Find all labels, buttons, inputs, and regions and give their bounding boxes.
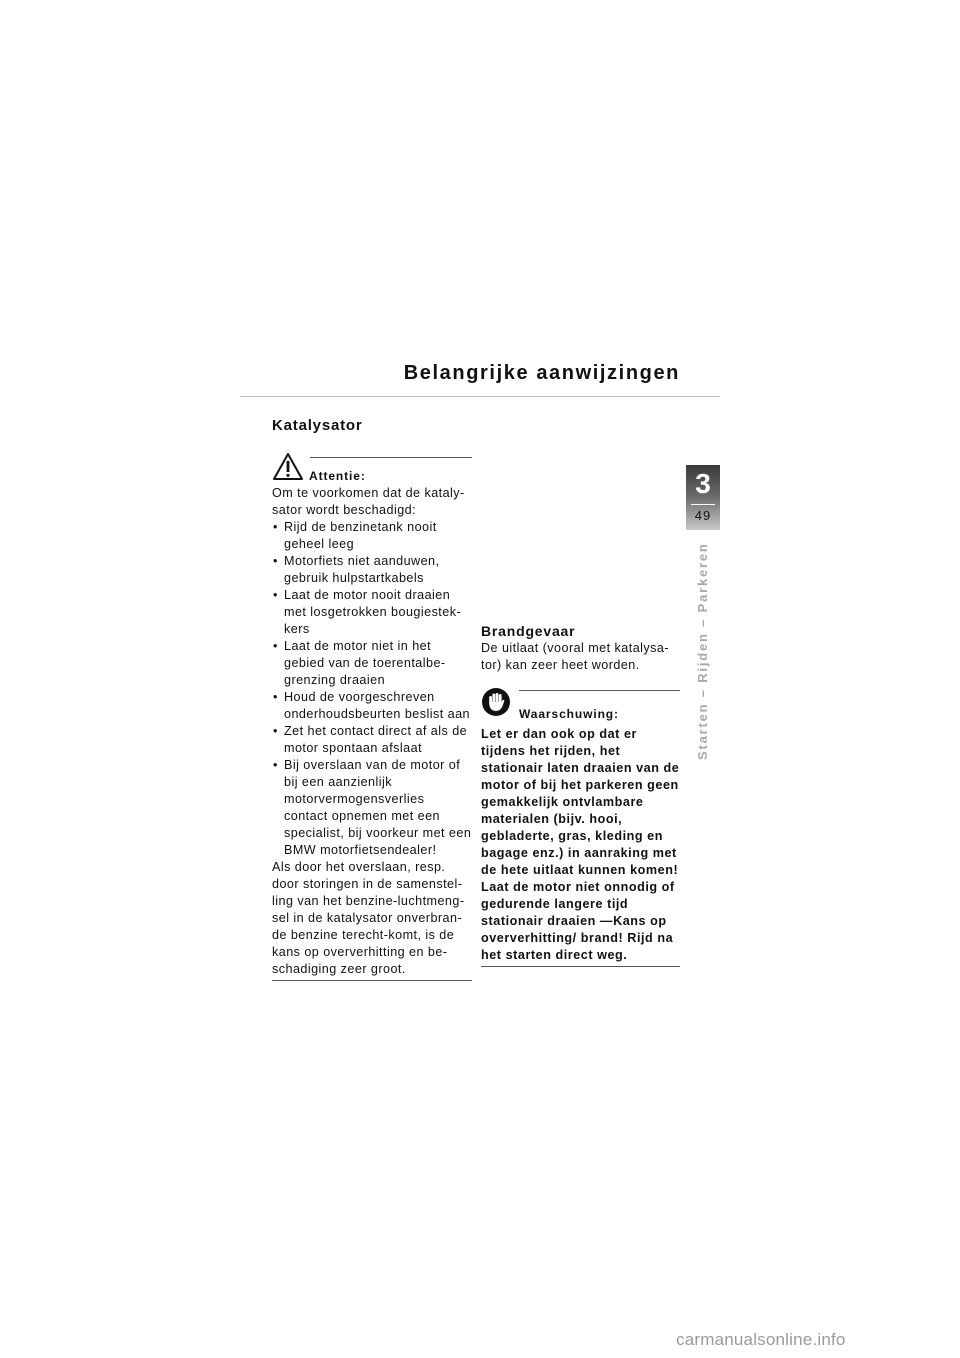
warning-triangle-icon <box>272 452 304 481</box>
attention-header <box>272 458 472 485</box>
list-item: • Houd de voorgeschreven onderhoudsbeurten beslist aan <box>273 690 470 721</box>
attention-intro: Om te voorkomen dat de kataly-sator wordt beschadigd: <box>272 486 465 517</box>
warning-label: Waarschuwing: <box>519 707 619 721</box>
warning-header <box>481 691 680 725</box>
stop-hand-icon <box>481 687 511 717</box>
watermark: carmanualsonline.info <box>676 1330 846 1349</box>
list-item: • Zet het contact direct af als de motor spontaan afslaat <box>273 724 468 755</box>
warning-text: Let er dan ook op dat er tijdens het rijden, het stationair laten draaien van de motor of bij het parkeren geen gemakkelijk ontvlambare materialen (bijv. hooi, gebladerte, gras, kleding en bagage enz.) in aanraking met de hete uitlaat kunnen komen! Laat de motor niet onnodig of gedurende langere tijd stationair draaien —Kans op oververhitting/ brand! Rijd na het starten direct weg. <box>481 727 680 962</box>
list-item: • Laat de motor niet in het gebied van de toerentalbe-grenzing draaien <box>273 639 446 687</box>
chapter-tab <box>686 465 720 530</box>
chapter-side-label: Starten – Rijden – Parkeren <box>695 542 710 760</box>
warning-end-divider <box>481 966 680 967</box>
header-divider <box>240 396 720 397</box>
attention-end-divider <box>272 980 472 981</box>
attention-closing: Als door het overslaan, resp. door storingen in de samenstel-ling van het benzine-luchtmeng-sel in de katalysator onverbran-de benzine terecht-komt, is de kans op oververhitting en be-schadiging zeer groot. <box>272 860 465 976</box>
list-item: • Bij overslaan van de motor of bij een aanzienlijk motorvermogensverlies contact opnemen met een specialist, bij voorkeur met een BMW motorfietsendealer! <box>273 758 472 857</box>
chapter-number: 3 <box>695 468 711 499</box>
page-title: Belangrijke aanwijzingen <box>403 362 680 384</box>
catalyst-column <box>272 457 472 981</box>
catalyst-heading: Katalysator <box>272 417 363 434</box>
chapter-divider <box>691 504 715 505</box>
list-item: • Rijd de benzinetank nooit geheel leeg <box>273 520 437 551</box>
attention-list <box>272 519 472 859</box>
list-item: • Motorfiets niet aanduwen, gebruik hulpstartkabels <box>273 554 440 585</box>
fire-heading: Brandgevaar <box>481 623 576 639</box>
attention-label: Attentie: <box>309 469 366 483</box>
fire-column <box>481 622 680 967</box>
fire-text: De uitlaat (vooral met katalysa-tor) kan zeer heet worden. <box>481 641 669 672</box>
page-number: 49 <box>694 508 712 523</box>
warning-block <box>481 690 680 967</box>
list-item: • Laat de motor nooit draaien met losgetrokken bougiestek-kers <box>273 588 462 636</box>
